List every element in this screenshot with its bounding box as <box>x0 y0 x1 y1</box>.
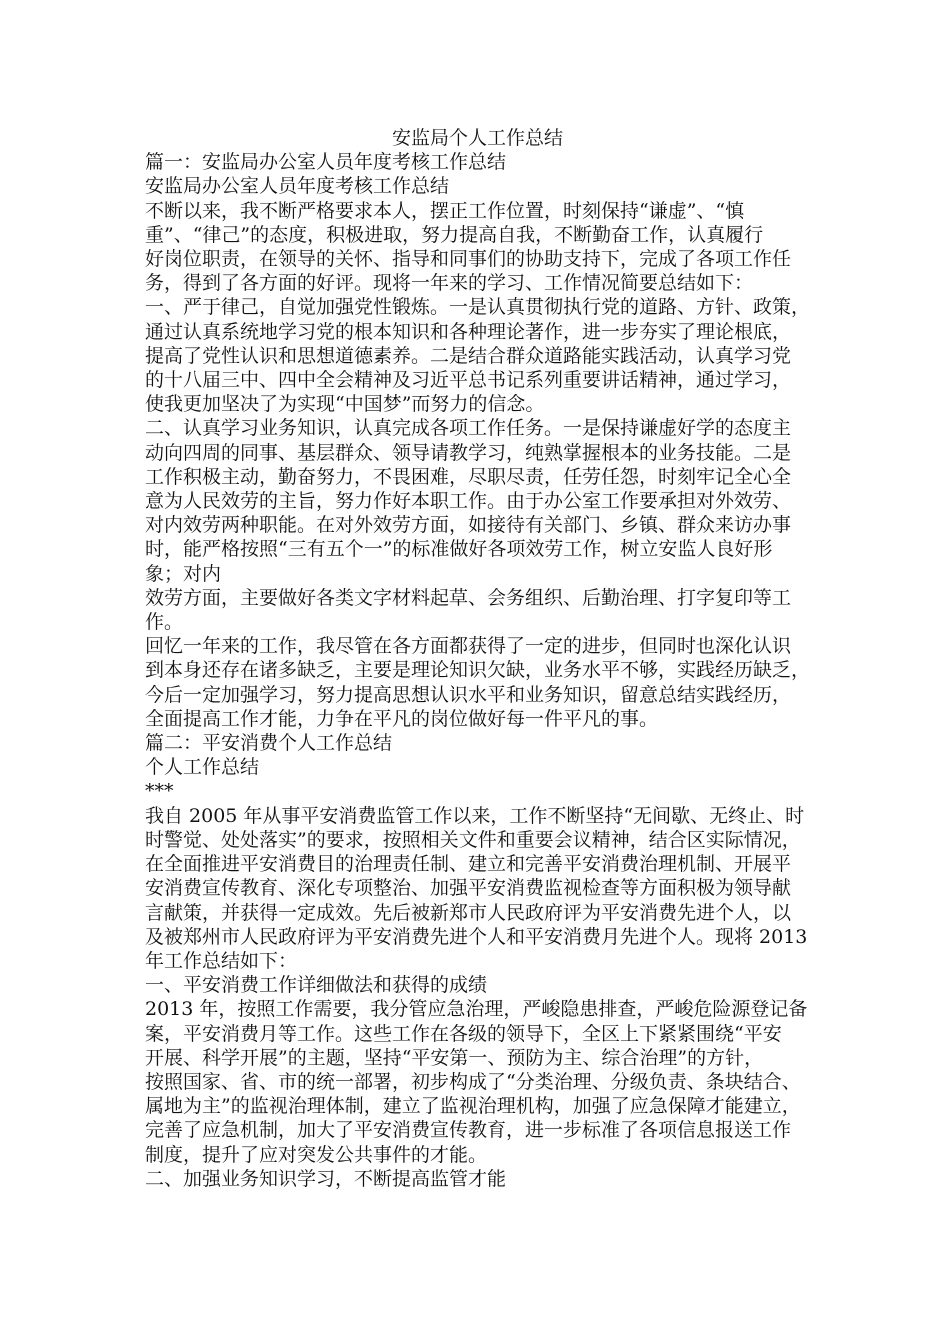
text-line: 制度，提升了应对突发公共事件的才能。 <box>145 1143 488 1166</box>
text-line: 案，平安消费月等工作。这些工作在各级的领导下，全区上下紧紧围绕“平安 <box>145 1022 782 1045</box>
text-line: 重”、“律己”的态度，积极进取，努力提高自我，不断勤奋工作，认真履行 <box>145 223 764 246</box>
text-line: 不断以来，我不断严格要求本人，摆正工作位置，时刻保持“谦虚”、“慎 <box>145 199 745 222</box>
text-line: 年工作总结如下： <box>145 949 298 972</box>
text-line: *** <box>145 780 174 803</box>
text-line: 篇一：安监局办公室人员年度考核工作总结 <box>145 151 507 174</box>
text-line: 言献策，并获得一定成效。先后被新郑市人民政府评为平安消费先进个人，以 <box>145 901 792 924</box>
text-line: 好岗位职责，在领导的关怀、指导和同事们的协助支持下，完成了各项工作任 <box>145 248 792 271</box>
text-line: 动向四周的同事、基层群众、领导请教学习，纯熟掌握根本的业务技能。二是 <box>145 441 792 464</box>
text-line: 开展、科学开展”的主题，坚持“平安第一、预防为主、综合治理”的方针， <box>145 1046 764 1069</box>
text-line: 篇二：平安消费个人工作总结 <box>145 732 393 755</box>
text-line: 的十八届三中、四中全会精神及习近平总书记系列重要讲话精神，通过学习， <box>145 369 792 392</box>
text-line: 完善了应急机制，加大了平安消费宣传教育，进一步标准了各项信息报送工作 <box>145 1119 792 1142</box>
document-title: 安监局个人工作总结 <box>391 127 563 149</box>
text-line: 到本身还存在诸多缺乏，主要是理论知识欠缺，业务水平不够，实践经历缺乏， <box>145 659 811 682</box>
text-line: 我自 2005 年从事平安消费监管工作以来，工作不断坚持“无间歇、无终止、时 <box>145 804 805 827</box>
text-line: 回忆一年来的工作，我尽管在各方面都获得了一定的进步，但同时也深化认识 <box>145 635 792 658</box>
document-page <box>145 126 810 1191</box>
text-line: 属地为主”的监视治理体制，建立了监视治理机构，加强了应急保障才能建立， <box>145 1095 801 1118</box>
text-line: 一、严于律己，自觉加强党性锻炼。一是认真贯彻执行党的道路、方针、政策， <box>145 296 811 319</box>
text-line: 象；对内 <box>145 562 222 585</box>
text-line: 二、认真学习业务知识，认真完成各项工作任务。一是保持谦虚好学的态度主 <box>145 417 792 440</box>
text-line: 及被郑州市人民政府评为平安消费先进个人和平安消费月先进个人。现将 2013 <box>145 925 808 948</box>
text-line: 安消费宣传教育、深化专项整治、加强平安消费监视检查等方面积极为领导献 <box>145 877 792 900</box>
text-line: 作。 <box>145 611 184 634</box>
text-line: 一、平安消费工作详细做法和获得的成绩 <box>145 974 488 997</box>
text-line: 意为人民效劳的主旨，努力作好本职工作。由于办公室工作要承担对外效劳、 <box>145 490 792 513</box>
document-body <box>145 150 810 1191</box>
text-line: 二、加强业务知识学习，不断提高监管才能 <box>145 1167 507 1190</box>
text-line: 使我更加坚决了为实现“中国梦”而努力的信念。 <box>145 393 545 416</box>
text-line: 提高了党性认识和思想道德素养。二是结合群众道路能实践活动，认真学习党 <box>145 344 792 367</box>
text-line: 在全面推进平安消费目的治理责任制、建立和完善平安消费治理机制、开展平 <box>145 853 792 876</box>
text-line: 通过认真系统地学习党的根本知识和各种理论著作，进一步夯实了理论根底， <box>145 320 792 343</box>
text-line: 工作积极主动，勤奋努力，不畏困难，尽职尽责，任劳任怨，时刻牢记全心全 <box>145 465 792 488</box>
text-line: 按照国家、省、市的统一部署，初步构成了“分类治理、分级负责、条块结合、 <box>145 1070 801 1093</box>
text-line: 时，能严格按照“三有五个一”的标准做好各项效劳工作，树立安监人良好形 <box>145 538 773 561</box>
text-line: 对内效劳两种职能。在对外效劳方面，如接待有关部门、乡镇、群众来访办事 <box>145 514 792 537</box>
text-line: 效劳方面，主要做好各类文字材料起草、会务组织、后勤治理、打字复印等工 <box>145 586 792 609</box>
text-line: 安监局办公室人员年度考核工作总结 <box>145 175 450 198</box>
text-line: 务，得到了各方面的好评。现将一年来的学习、工作情况简要总结如下： <box>145 272 754 295</box>
text-line: 时警觉、处处落实”的要求，按照相关文件和重要会议精神，结合区实际情况， <box>145 828 801 851</box>
text-line: 2013 年，按照工作需要，我分管应急治理，严峻隐患排查，严峻危险源登记备 <box>145 998 808 1021</box>
text-line: 个人工作总结 <box>145 756 260 779</box>
text-line: 全面提高工作才能，力争在平凡的岗位做好每一件平凡的事。 <box>145 707 659 730</box>
text-line: 今后一定加强学习，努力提高思想认识水平和业务知识，留意总结实践经历， <box>145 683 792 706</box>
